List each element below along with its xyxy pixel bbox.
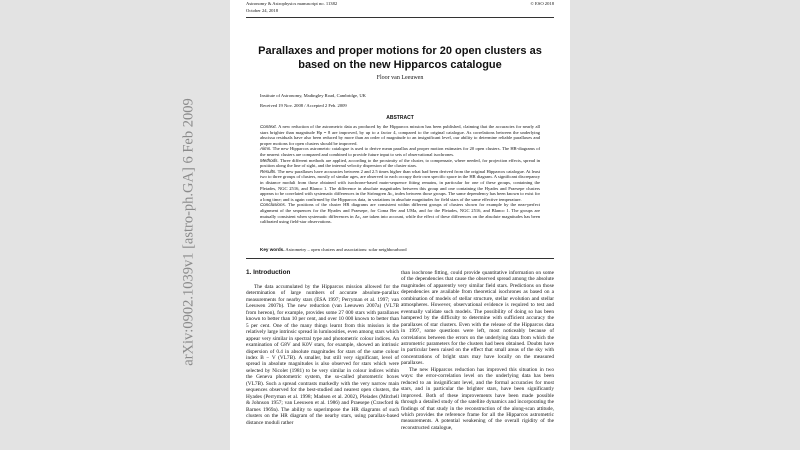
keywords xyxy=(260,247,540,252)
conclusions-label: Conclusions. xyxy=(260,202,287,208)
context-label: Context. xyxy=(260,124,277,129)
conclusions-text: The positions of the cluster HR diagrams are consistent within different groups of clusters shown for example by the near-perfect alignment of the sequences for the Hyades and Praesepe, for Coma Ber and UMa, and for the Pleiades, NGC 2516, and Blanco 1. The groups are mutually consistent when systematic differences in Δc₁ are taken into account, while the effect of these differences on the absolute magnitudes has been calibrated using field-star observations. xyxy=(260,202,540,225)
aims-text: The new Hipparcos astrometric catalogue is used to derive mean parallax and proper motion estimates for 20 open clusters. The HR-diagrams of the nearest clusters are compared and combined to provide future input to sets of observational isochrones. xyxy=(260,146,540,157)
paper-title: Parallaxes and proper motions for 20 open clusters as based on the new Hipparcos catalogue xyxy=(258,45,542,71)
journal-header: Astronomy & Astrophysics manuscript no. 11382 xyxy=(246,1,338,6)
context-text: A new reduction of the astrometric data as produced by the Hipparcos mission has been published, claiming that the accuracies for nearly all stars brighter than magnitude Hp = 8 are improved, by up to a factor 4, compared to the original catalogue. As correlations between the underlying abscissa residuals have also been reduced by more than an order of magnitude to an insignificant level, our ability to determine reliable parallaxes and proper motions for open clusters should be improved. xyxy=(260,124,540,146)
arxiv-stamp: arXiv:0902.1039v1 [astro-ph.GA] 6 Feb 2009 xyxy=(180,98,197,366)
paragraph: The new Hipparcos reduction has improved this situation in two ways: the error-correlation level on the underlying data has been reduced to an insignificant level, and the formal accuracies for most stars, and in particular the brighter stars, have been significantly improved. Both of these improvements have been made possible through a detailed study of the satellite dynamics and incorporating the findings of that study in the reconstruction of the along-scan attitude, which provides the reference frame for all the Hipparcos astrometric measurements. A potential weakening of the overall rigidity of the reconstructed catalogue, xyxy=(401,366,554,431)
aims-label: Aims. xyxy=(260,146,272,152)
keywords-text: Astrometry – open clusters and associations: solar neighbourhood xyxy=(285,247,407,252)
right-column xyxy=(401,270,554,431)
methods-text: Three different methods are applied, according to the proximity of the cluster, to compensate, where needed, for projection effects, spread in position along the line of sight, and the internal velocity dispersion of the cluster stars. xyxy=(260,157,540,169)
section-heading-introduction: 1. Introduction xyxy=(246,269,291,276)
header-rule xyxy=(246,17,554,18)
author: Floor van Leeuwen xyxy=(376,75,424,81)
results-text: The new parallaxes have accuracies between 2 and 2.5 times higher than what had been derived from the original Hipparcos catalogue. At least two to three groups of clusters, mostly of similar ages, are observed to each occupy their own specific space in the HR diagram. A significant discrepancy in distance moduli from those obtained with isochrone-based main-sequence fitting remains, in particular for one of these groups, containing the Pleiades, NGC 2516, and Blanco 1. The difference in absolute magnitudes between this group and one containing the Hyades and Praesepe clusters appears to be correlated with systematic differences in the Strömgren Δc₁ index between those groups. The same dependency has been known to exist for a long time; and is again confirmed by the Hipparcos data, in variations in absolute magnitudes for field stars of the same effective temperature. xyxy=(260,168,540,202)
copyright: © ESO 2018 xyxy=(530,1,554,6)
abstract-heading: ABSTRACT xyxy=(386,115,414,121)
abstract xyxy=(260,124,540,225)
paper-page xyxy=(230,0,570,450)
paragraph: than isochrone fitting, could provide quantitative information on some of the dependencies that cause the observed spread among the absolute magnitudes of apparently very similar field stars. Predictions on those dependencies are available from theoretical isochrones as based on a combination of models of stellar structure, stellar evolution and stellar atmospheres. However, observational evidence is required to test and eventually validate such models. The possibility of doing so has been hampered by the difficulty to determine with sufficient accuracy the parallaxes of star clusters. Even with the release of the Hipparcos data in 1997, some questions were left, most noticeably because of correlations between the errors on the underlying data from which the astrometric parameters for the clusters had been obtained. Doubts have in particular been raised on the effect that small areas of the sky with concentrations of bright stars may have locally on the measured parallaxes. xyxy=(401,270,554,367)
received-dates: Received 19 Nov. 2008 / Accepted 2 Feb. 2009 xyxy=(260,103,347,108)
keywords-label: Key words. xyxy=(260,247,285,252)
paragraph: The data accumulated by the Hipparcos mission allowed for the determination of large numbers of accurate absolute-parallax measurements for nearby stars (ESA 1997; Perryman et al. 1997; van Leeuwen 2007b). The new reduction (van Leeuwen 2007a) (VL7B from hereon), for example, provides some 27 000 stars with parallaxes known to better than 10 per cent, and over 10 000 known to better than 5 per cent. One of the many things learnt from this mission is the relatively large intrinsic spread in luminosities, even among stars which appear very similar in spectral type and photometric colour indices. An examination of G8V and K0V stars, for example, showed an intrinsic dispersion of 0.4 in absolute magnitudes for stars of the same colour index B − V (VL7B). A smaller, but still very significant, level of spread in absolute magnitudes is also observed for stars which were selected by Nicolet (1981) to be very similar in colour indices within the Geneva photometric system, the so-called photometric boxes (VL7B). Such a spread contrasts markedly with the very narrow main sequences observed for the best-studied and nearest open clusters, the Hyades (Perryman et al. 1998; Madsen et al. 2002), Pleiades (Mitchell & Johnson 1957; van Leeuwen et al. 1986) and Praesepe (Crawford & Barnes 1969a). The ability to superimpose the HR diagrams of such clusters on the HR diagram of the nearby stars, using parallax-based distance moduli rather xyxy=(246,284,399,426)
header-date: October 24, 2018 xyxy=(246,8,279,13)
abstract-rule xyxy=(246,258,554,259)
methods-label: Methods. xyxy=(260,157,279,163)
left-column xyxy=(246,284,399,426)
affiliation: Institute of Astronomy, Madingley Road, Cambridge, UK xyxy=(260,93,366,98)
results-label: Results. xyxy=(260,168,277,174)
